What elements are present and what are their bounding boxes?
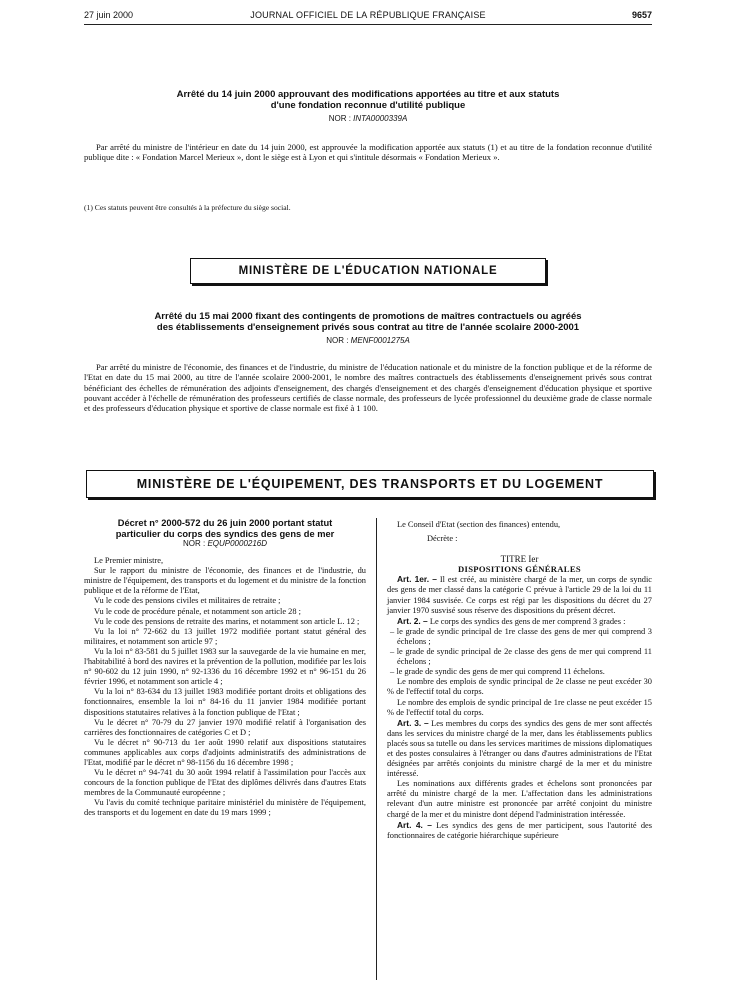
arrete2-nor-label: NOR : — [326, 336, 349, 345]
arrete1-nor-code: INTA0000339A — [353, 114, 408, 123]
art2-paragraph: Le nombre des emplois de syndic principal de 1re classe ne peut excéder 15 % de l'effectif total du corps. — [387, 697, 652, 717]
visa-paragraph: Sur le rapport du ministre de l'économie, des finances et de l'industrie, du ministre de l'équipement, des transports et du logement et du ministre de la fonction publique et de la réforme de l'Etat, — [84, 566, 366, 596]
arrete2-title — [84, 311, 652, 333]
conseil-etat-line: Le Conseil d'Etat (section des finances) entendu, — [397, 520, 561, 529]
arrete2-title-line2: des établissements d'enseignement privés sous contrat au titre de l'année scolaire 2000-2001 — [156, 322, 580, 333]
decret-title-line1: Décret n° 2000-572 du 26 juin 2000 portant statut — [117, 518, 333, 528]
ministere-equipement-title: MINISTÈRE DE L'ÉQUIPEMENT, DES TRANSPORTS ET DU LOGEMENT — [136, 477, 604, 491]
art2-list-item: – le grade de syndic des gens de mer qui comprend 11 échelons. — [390, 667, 605, 677]
art3-text: Les membres du corps des syndics des gens de mer sont affectés dans les services du ministre chargé de la mer, dans les établissements publics placés sous sa tutelle ou dans les services maritimes de missions diplomatiques et des postes consulaires à l'étranger ou dans d'autres administrations de l'Etat désignées par arrêtés conjoints du ministre chargé de la mer et du ministre intéressé. — [387, 718, 652, 779]
visa-paragraph: Vu le décret n° 70-79 du 27 janvier 1970 modifié relatif à l'organisation des carrières des fonctionnaires de catégories C et D ; — [84, 717, 366, 737]
arrete1-nor-label: NOR : — [328, 114, 351, 123]
arrete1-title — [84, 89, 652, 111]
visa-paragraph: Vu la loi n° 83-634 du 13 juillet 1983 modifiée portant droits et obligations des fonctionnaires, ensemble la loi n° 84-16 du 11 janvier 1984 modifiée portant dispositions statutaires relatives à la fonction publique de l'Etat ; — [84, 687, 366, 717]
decret-nor-code: EQUP0000216D — [207, 539, 268, 548]
arrete1-footnote: (1) Ces statuts peuvent être consultés à la préfecture du siège social. — [84, 203, 291, 212]
header-journal-title: JOURNAL OFFICIEL DE LA RÉPUBLIQUE FRANÇAISE — [250, 10, 486, 20]
decret-title — [84, 518, 366, 539]
art2-list-item: – le grade de syndic principal de 1re classe des gens de mer qui comprend 3 échelons ; — [390, 626, 652, 646]
visa-paragraph: Vu le code des pensions civiles et militaires de retraite ; — [94, 596, 281, 606]
visa-paragraph: Vu l'avis du comité technique paritaire ministériel du ministère de l'équipement, des transports et du logement en date du 19 mars 1999 ; — [84, 798, 366, 818]
art4-label: Art. 4. – — [397, 819, 432, 830]
dispositions-heading: DISPOSITIONS GÉNÉRALES — [458, 564, 581, 575]
ministere-education-box — [190, 258, 546, 284]
art2-paragraph: Le nombre des emplois de syndic principal de 2e classe ne peut excéder 30 % de l'effectif total du corps. — [387, 677, 652, 697]
header-date: 27 juin 2000 — [84, 10, 134, 20]
visa-paragraph: Le Premier ministre, — [94, 556, 164, 566]
visa-paragraph: Vu la loi n° 72-662 du 13 juillet 1972 modifiée portant statut général des militaires, et notamment son article 97 ; — [84, 626, 366, 646]
arrete1-nor — [84, 114, 652, 123]
arrete2-body: Par arrêté du ministre de l'économie, des finances et de l'industrie, du ministre de l'éducation nationale et du ministre de la fonction publique et de la réforme de l'Etat en date du 15 mai 2000, au titre de l'année scolaire 2000-2001, le nombre des maîtres contractuels des établissements d'enseignement privés sous contrat bénéficiant des échelles de rémunération des adjoints d'enseignement, des chargés d'enseignement et des chargés d'enseignement d'éducation physique et sportive pouvant accéder à l'échelle de rémunération des professeurs certifiés de classe normale, des professeurs de lycée professionnel du deuxième grade de classe normale et des professeurs d'éducation physique et sportive de classe normale est fixé à 1 100. — [84, 362, 652, 414]
ministere-equipement-box — [86, 470, 654, 498]
art2-label: Art. 2. – — [397, 615, 428, 626]
arrete2-nor-code: MENF0001275A — [350, 336, 410, 345]
visa-paragraph: Vu le code des pensions de retraite des marins, et notamment son article L. 12 ; — [94, 616, 360, 626]
page-header — [84, 10, 652, 25]
art1-text: Il est créé, au ministère chargé de la mer, un corps de syndic des gens de mer classé dans la catégorie C prévue à l'article 29 de la loi du 11 janvier 1984 susvisée. Ce corps est régi par les dispositions du décret du 27 janvier 1970 susvisé sous réserve des dispositions du présent décret. — [387, 575, 652, 615]
art3-paragraph: Les nominations aux différents grades et échelons sont prononcées par arrêté du ministre chargé de la mer. L'affectation dans les administrations relevant d'un autre ministre est prononcée par arrêté conjoint du ministre chargé de la mer et du ministre dont dépend l'administration intéressée. — [387, 779, 652, 819]
ministere-education-title: MINISTÈRE DE L'ÉDUCATION NATIONALE — [238, 265, 498, 277]
art4-text: Les syndics des gens de mer participent, sous l'autorité des fonctionnaires de catégorie hiérarchique supérieure — [387, 820, 652, 840]
decret-right-column — [387, 520, 652, 841]
visa-paragraph: Vu le code de procédure pénale, et notamment son article 28 ; — [94, 606, 301, 616]
art2-list-item: – le grade de syndic principal de 2e classe des gens de mer qui comprend 11 échelons ; — [390, 647, 652, 667]
art3-label: Art. 3. – — [397, 717, 429, 728]
decret-title-line2: particulier du corps des syndics des gens de mer — [115, 528, 335, 539]
arrete1-body: Par arrêté du ministre de l'intérieur en date du 14 juin 2000, est approuvée la modification apportée aux statuts (1) et au titre de la fondation reconnue d'utilité publique dite : « Fondation Marcel Merieux », dont le siège est à Lyon et qui s'intitule désormais « Fondation Merieux ». — [84, 142, 652, 163]
decret-nor — [84, 539, 366, 549]
visa-paragraph: Vu le décret n° 90-713 du 1er août 1990 relatif aux dispositions statutaires communes applicables aux corps d'adjoints administratifs des administrations de l'Etat, modifié par le décret n° 98-1156 du 16 décembre 1998 ; — [84, 737, 366, 767]
decret-nor-label: NOR : — [182, 539, 206, 548]
arrete1-title-line2: d'une fondation reconnue d'utilité publique — [270, 100, 466, 111]
arrete2-title-line1: Arrêté du 15 mai 2000 fixant des contingents de promotions de maîtres contractuels ou agréés — [154, 311, 582, 322]
decret-left-column — [84, 518, 366, 819]
arrete1-title-line1: Arrêté du 14 juin 2000 approuvant des modifications apportées au titre et aux statuts — [176, 89, 560, 100]
art1-label: Art. 1er. – — [397, 574, 437, 585]
visa-paragraph: Vu la loi n° 83-581 du 5 juillet 1983 sur la sauvegarde de la vie humaine en mer, l'habitabilité à bord des navires et la prévention de la pollution, modifiée par les lois n° 90-602 du 12 juin 1990, n° 92-1336 du 16 décembre 1992 et n° 96-151 du 26 février 1996, et notamment son article 4 ; — [84, 646, 366, 687]
visa-paragraph: Vu le décret n° 94-741 du 30 août 1994 relatif à l'assimilation pour l'accès aux concours de la fonction publique de l'Etat des diplômes délivrés dans d'autres Etats membres de la Communauté européenne ; — [84, 768, 366, 798]
art2-text: Le corps des syndics des gens de mer comprend 3 grades : — [429, 616, 626, 626]
decrete-line: Décrète : — [427, 534, 458, 544]
titre-heading: TITRE Ier — [500, 554, 539, 565]
arrete2-nor — [84, 336, 652, 345]
header-page-number: 9657 — [631, 10, 652, 20]
column-divider — [376, 518, 377, 980]
